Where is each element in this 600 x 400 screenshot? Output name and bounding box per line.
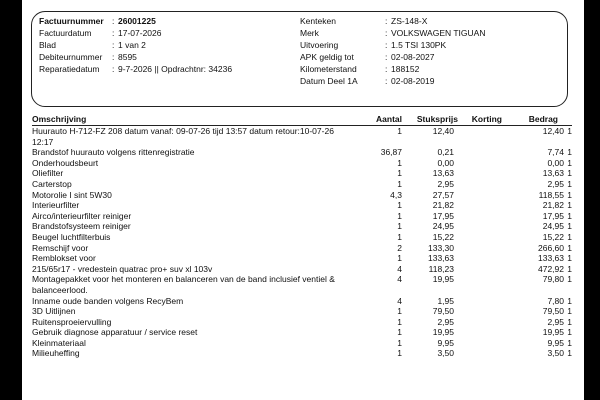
row-amount: 118,55 — [538, 189, 564, 200]
mileage-value: 188152 — [391, 64, 420, 74]
separator: : — [385, 52, 388, 62]
row-unit-price: 133,63 — [428, 253, 454, 264]
version-value: 1.5 TSI 130PK — [391, 40, 447, 50]
version-label: Uitvoering — [300, 40, 339, 50]
row-vat-code: 1 — [567, 306, 572, 317]
row-amount: 21,82 — [542, 200, 564, 211]
table-row — [32, 147, 572, 158]
table-row — [32, 338, 572, 349]
line-items — [32, 126, 572, 359]
debtor-number-label: Debiteurnummer — [39, 52, 103, 62]
repair-date-label: Reparatiedatum — [39, 64, 100, 74]
separator: : — [112, 16, 115, 26]
license-plate-label: Kenteken — [300, 16, 336, 26]
row-description: Remblokset voor — [32, 253, 96, 264]
table-row — [32, 348, 572, 359]
table-row — [32, 179, 572, 190]
row-description: Brandstofsysteem reiniger — [32, 221, 131, 232]
row-quantity: 1 — [397, 210, 402, 221]
row-unit-price: 0,21 — [437, 147, 454, 158]
invoice-date-label: Factuurdatum — [39, 28, 92, 38]
row-unit-price: 13,63 — [432, 168, 454, 179]
row-amount: 472,92 — [538, 263, 564, 274]
row-quantity: 1 — [397, 231, 402, 242]
page-value: 1 van 2 — [118, 40, 146, 50]
mileage-label: Kilometerstand — [300, 64, 357, 74]
row-description: Inname oude banden volgens RecyBem — [32, 295, 184, 306]
row-quantity: 1 — [397, 253, 402, 264]
invoice-date-value: 17-07-2026 — [118, 28, 162, 38]
row-quantity: 4 — [397, 295, 402, 306]
row-description: Onderhoudsbeurt — [32, 157, 99, 168]
row-amount: 24,95 — [542, 221, 564, 232]
row-unit-price: 3,50 — [437, 348, 454, 359]
license-plate-value: ZS-148-X — [391, 16, 428, 26]
row-quantity: 1 — [397, 178, 402, 189]
row-unit-price: 2,95 — [437, 316, 454, 327]
row-description: Ruitensproeiervulling — [32, 316, 112, 327]
row-vat-code: 1 — [567, 242, 572, 253]
row-quantity: 36,87 — [380, 147, 402, 158]
row-unit-price: 21,82 — [432, 200, 454, 211]
separator: : — [112, 28, 115, 38]
debtor-number-value: 8595 — [118, 52, 137, 62]
row-amount: 15,22 — [542, 231, 564, 242]
row-unit-price: 79,50 — [432, 306, 454, 317]
row-vat-code: 1 — [567, 189, 572, 200]
invoice-header-box — [31, 11, 568, 107]
row-vat-code: 1 — [567, 126, 572, 136]
table-row — [32, 158, 572, 169]
brand-label: Merk — [300, 28, 319, 38]
table-row — [32, 306, 572, 317]
table-row — [32, 221, 572, 232]
invoice-number-label: Factuurnummer — [39, 16, 104, 26]
repair-date-value: 9-7-2026 || Opdrachtnr: 34236 — [118, 64, 233, 74]
row-vat-code: 1 — [567, 200, 572, 211]
row-amount: 2,95 — [547, 178, 564, 189]
row-description: Montagepakket voor het monteren en balanceren van de band inclusief ventiel & balanceerlood. — [32, 274, 335, 295]
row-unit-price: 17,95 — [432, 210, 454, 221]
row-amount: 2,95 — [547, 316, 564, 327]
row-unit-price: 24,95 — [432, 221, 454, 232]
table-row — [32, 126, 572, 147]
row-description: 215/65r17 - vredestein quatrac pro+ suv xl 103v — [32, 263, 213, 274]
row-amount: 12,40 — [542, 126, 564, 136]
page-label: Blad — [39, 40, 57, 50]
apk-valid-label: APK geldig tot — [300, 52, 354, 62]
col-discount-header: Korting — [471, 114, 502, 124]
row-vat-code: 1 — [567, 337, 572, 348]
table-row — [32, 264, 572, 275]
col-unit-price-header: Stuksprijs — [416, 114, 458, 124]
row-amount: 13,63 — [542, 168, 564, 179]
row-description: Milieuheffing — [32, 348, 80, 359]
row-amount: 7,74 — [547, 147, 564, 158]
row-amount: 7,80 — [547, 295, 564, 306]
row-amount: 9,95 — [547, 337, 564, 348]
invoice-page — [22, 0, 584, 400]
row-quantity: 1 — [397, 168, 402, 179]
row-quantity: 1 — [397, 200, 402, 211]
row-vat-code: 1 — [567, 178, 572, 189]
col-amount-header: Bedrag — [528, 114, 558, 124]
row-vat-code: 1 — [567, 253, 572, 264]
row-quantity: 1 — [397, 348, 402, 359]
row-vat-code: 1 — [567, 231, 572, 242]
apk-valid-value: 02-08-2027 — [391, 52, 435, 62]
table-row — [32, 200, 572, 211]
row-vat-code: 1 — [567, 327, 572, 338]
row-amount: 79,50 — [542, 306, 564, 317]
row-quantity: 1 — [397, 306, 402, 317]
row-description: Huurauto H-712-FZ 208 datum vanaf: 09-07-26 tijd 13:57 datum retour:10-07-26 12:17 — [32, 126, 334, 147]
row-vat-code: 1 — [567, 168, 572, 179]
row-amount: 133,63 — [538, 253, 564, 264]
table-row — [32, 190, 572, 201]
row-quantity: 4,3 — [390, 189, 402, 200]
row-amount: 19,95 — [542, 327, 564, 338]
row-description: Carterstop — [32, 178, 72, 189]
separator: : — [385, 16, 388, 26]
table-row — [32, 317, 572, 328]
registration-date-value: 02-08-2019 — [391, 76, 435, 86]
row-vat-code: 1 — [567, 221, 572, 232]
row-quantity: 4 — [397, 263, 402, 274]
row-quantity: 4 — [397, 274, 402, 285]
table-row — [32, 232, 572, 243]
row-quantity: 1 — [397, 126, 402, 136]
separator: : — [385, 40, 388, 50]
col-description-header: Omschrijving — [32, 114, 87, 124]
separator: : — [112, 52, 115, 62]
separator: : — [112, 64, 115, 74]
row-description: Kleinmateriaal — [32, 337, 86, 348]
invoice-number-value: 26001225 — [118, 16, 156, 26]
row-description: Brandstof huurauto volgens rittenregistratie — [32, 147, 195, 158]
row-description: Oliefilter — [32, 168, 64, 179]
table-row — [32, 211, 572, 222]
separator: : — [385, 28, 388, 38]
row-vat-code: 1 — [567, 348, 572, 359]
row-vat-code: 1 — [567, 316, 572, 327]
row-unit-price: 12,40 — [432, 126, 454, 136]
row-description: Interieurfilter — [32, 200, 80, 211]
row-description: Gebruik diagnose apparatuur / service reset — [32, 327, 198, 338]
row-unit-price: 2,95 — [437, 178, 454, 189]
row-unit-price: 19,95 — [432, 327, 454, 338]
table-row — [32, 296, 572, 307]
row-amount: 266,60 — [538, 242, 564, 253]
row-amount: 17,95 — [542, 210, 564, 221]
row-quantity: 1 — [397, 316, 402, 327]
row-amount: 0,00 — [547, 157, 564, 168]
separator: : — [112, 40, 115, 50]
row-description: Motorolie I sint 5W30 — [32, 189, 112, 200]
row-unit-price: 133,30 — [428, 242, 454, 253]
col-quantity-header: Aantal — [376, 114, 402, 124]
row-unit-price: 9,95 — [437, 337, 454, 348]
table-row — [32, 253, 572, 264]
row-quantity: 2 — [397, 242, 402, 253]
registration-date-label: Datum Deel 1A — [300, 76, 358, 86]
row-description: 3D Uitlijnen — [32, 306, 76, 317]
row-quantity: 1 — [397, 327, 402, 338]
row-amount: 3,50 — [547, 348, 564, 359]
row-vat-code: 1 — [567, 274, 572, 285]
brand-value: VOLKSWAGEN TIGUAN — [391, 28, 486, 38]
row-vat-code: 1 — [567, 263, 572, 274]
separator: : — [385, 76, 388, 86]
row-amount: 79,80 — [542, 274, 564, 285]
table-row — [32, 327, 572, 338]
table-row — [32, 168, 572, 179]
row-unit-price: 0,00 — [437, 157, 454, 168]
row-unit-price: 15,22 — [432, 231, 454, 242]
row-description: Remschijf voor — [32, 242, 89, 253]
row-quantity: 1 — [397, 337, 402, 348]
row-unit-price: 118,23 — [428, 263, 454, 274]
row-vat-code: 1 — [567, 295, 572, 306]
table-row — [32, 243, 572, 254]
row-quantity: 1 — [397, 157, 402, 168]
row-description: Beugel luchtfilterbuis — [32, 231, 111, 242]
table-row — [32, 274, 572, 295]
row-unit-price: 1,95 — [437, 295, 454, 306]
separator: : — [385, 64, 388, 74]
row-vat-code: 1 — [567, 210, 572, 221]
row-unit-price: 27,57 — [432, 189, 454, 200]
row-vat-code: 1 — [567, 157, 572, 168]
row-quantity: 1 — [397, 221, 402, 232]
row-vat-code: 1 — [567, 147, 572, 158]
row-unit-price: 19,95 — [432, 274, 454, 285]
row-description: Airco/interieurfilter reiniger — [32, 210, 132, 221]
